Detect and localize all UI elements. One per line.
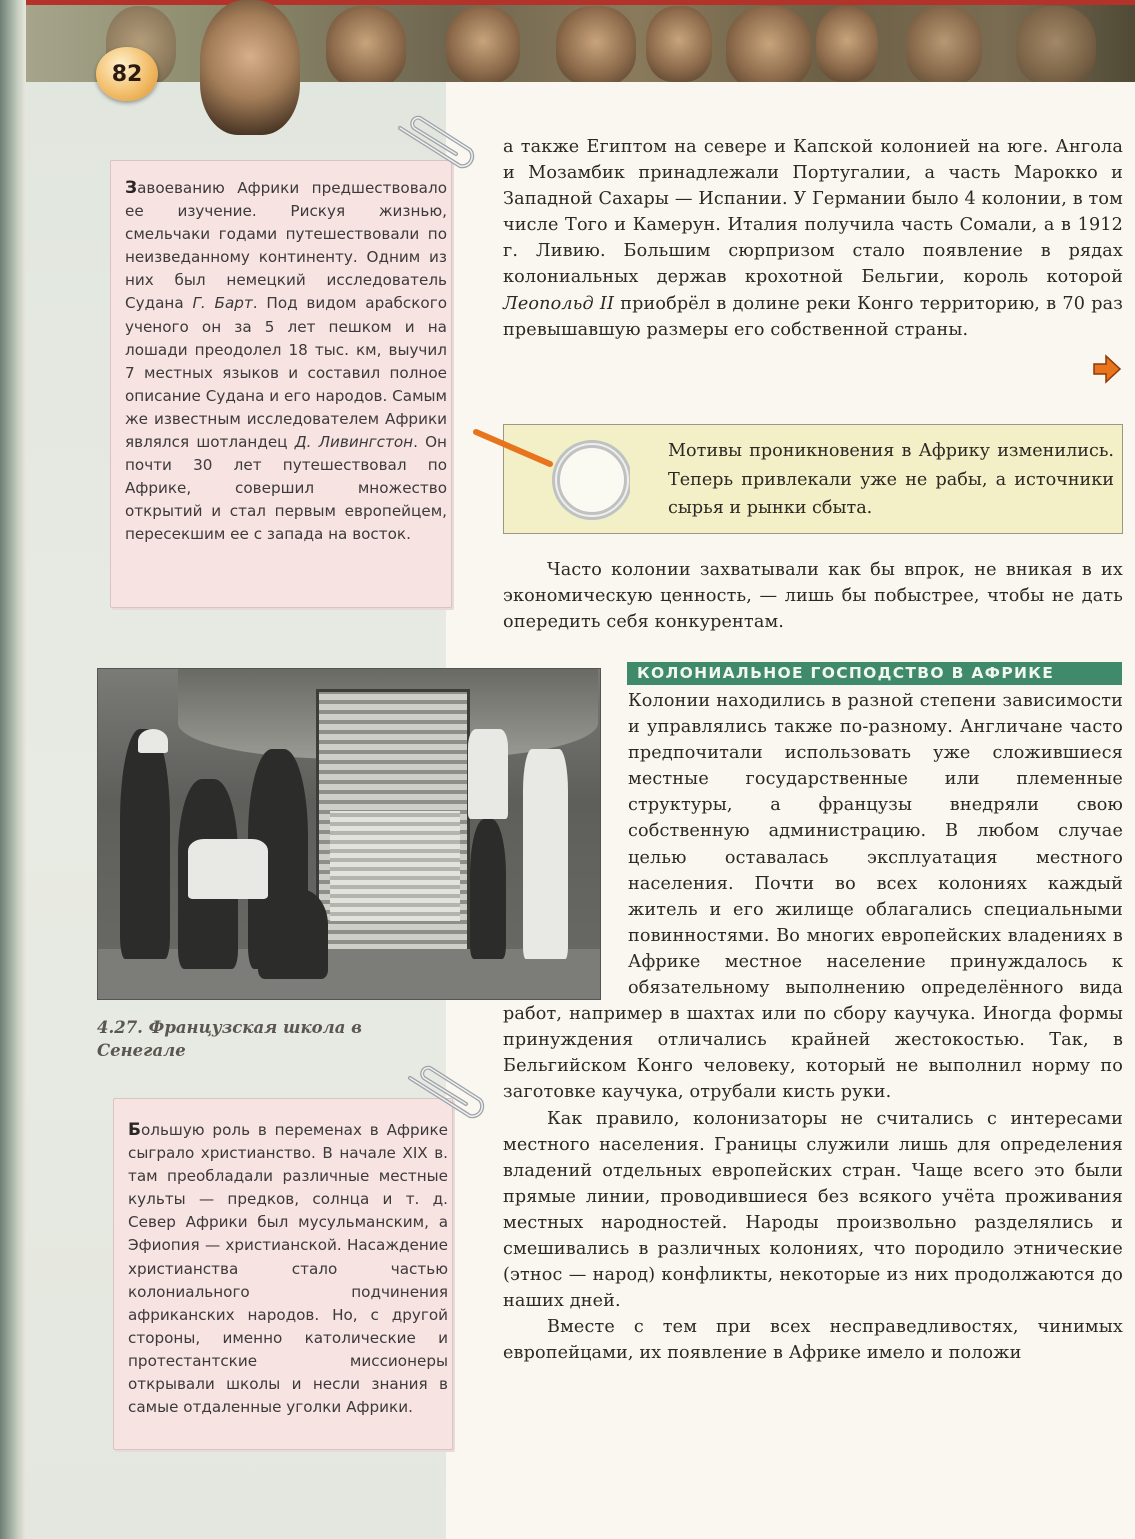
portrait-large-face [200,0,300,135]
portrait-face [726,6,812,82]
magnifier-icon [470,424,630,524]
paperclip-icon [390,108,482,188]
text-segment: . Под видом арабского ученого он за 5 лет пешком и на лошади преодолел 18 тыс. км, выучил 7 местных языков и составил полное описание Судана и его народов. Самым же известным исследователем Африки являлся шотландец [125,294,447,452]
photo-cloth [188,839,268,899]
sidebar-box-christianity-text [128,1119,448,1419]
portrait-face [646,6,712,82]
portrait-face [446,6,520,82]
main-section-paragraph-1: Колонии находились в разной степени зависимости и управлялись также по-разному. Англичане часто предпочитали использовать уже сложившиеся местные государственные или племенные структуры, а французы внедряли свою собственную администрацию. В любом случае целью оставалась эксплуатация местного населения. Почти во всех колониях каждый житель и его жилище облагались специальными повинностями. Во многих европейских владениях в Африке местное население принуждалось к обязательному выполнению определённого вида работ, например в шахтах или по сбору каучука. Иногда формы принуждения отличались крайней жестокостью. Так, в Бельгийском Конго человеку, который не выполнил норму по заготовке каучука, отрубали кисть руки. [503,691,1123,1103]
photo-plank [330,811,460,921]
text-segment: авоеванию Африки предшествовало ее изучение. Рискуя жизнью, смельчаки годами путешествовали по неизведанному континенту. Одним из них был немецкий исследователь Судана [125,179,447,313]
main-text-top [503,134,1123,343]
name-bart: Г. Барт [192,294,253,313]
text-wrap-spacer [503,688,628,1000]
callout-text: Мотивы проникновения в Африку изменились. Теперь привлекали уже не рабы, а источники сырья и рынки сбыта. [668,441,1114,519]
figure-caption: 4.27. Французская школа в Сенегале [97,1018,362,1060]
portrait-banner [26,0,1135,82]
portrait-face [816,6,878,82]
drop-letter: Б [128,1120,141,1140]
drop-letter: З [125,178,138,198]
page-number: 82 [96,47,158,101]
photo-person [120,729,170,959]
main-text-paragraph-2 [503,557,1123,635]
sidebar-box-explorers [110,160,452,608]
name-leopold: Леопольд II [503,293,615,314]
book-spine [0,0,26,1539]
text-segment: ольшую роль в переменах в Африке сыграло христианство. В начале XIX в. там преобладали различные местные культы — предков, солнца и т. д. Север Африки был мусульманским, а Эфиопия — христианской. Насаждение христианства стало частью колониального подчинения африканских народов. Но, с другой стороны, именно католические и протестантские миссионеры открывали школы и несли знания в самые отдаленные уголки Африки. [128,1121,448,1417]
paperclip-icon [400,1058,492,1138]
section-heading: КОЛОНИАЛЬНОЕ ГОСПОДСТВО В АФРИКЕ [627,662,1122,685]
main-section-paragraph-3: Вместе с тем при всех несправедливостях, чинимых европейцами, их появление в Африке имело и положи [503,1317,1123,1364]
main-section-text [503,688,1123,1366]
text-segment: приобрёл в долине реки Конго территорию, в 70 раз превышавшую размеры его собственной страны. [503,293,1124,340]
sidebar-box-christianity [113,1098,453,1450]
photo-helmet [138,729,168,753]
arrow-icon [1090,352,1124,386]
banner-red-strip [26,0,1135,5]
name-livingstone: Д. Ливингстон [294,433,414,452]
main-text-top-paragraph [503,134,1123,343]
photo-white-shirt [468,729,508,819]
sidebar-box-explorers-text [125,177,447,547]
portrait-face [556,6,636,82]
main-paragraph-2: Часто колонии захватывали как бы впрок, не вникая в их экономическую ценность, — лишь бы побыстрее, чтобы не дать опередить себя конкурентам. [503,560,1123,633]
text-segment: . Он почти 30 лет путешествовал по Африке, совершил множество открытий и стал первым европейцем, пересекшим ее с запада на восток. [125,433,447,544]
text-segment: а также Египтом на севере и Капской колонией на юге. Ангола и Мозамбик принадлежали Португалии, а часть Марокко и Западной Сахары — Испании. У Германии было 4 колонии, в том числе Того и Камерун. Италия получила часть Сомали, а в 1912 г. Ливию. Большим сюрпризом стало появление в рядах колониальных держав крохотной Бельгии, король которой [503,137,1123,288]
photo-person [258,889,328,979]
portrait-face [906,6,982,82]
main-section-paragraph-2: Как правило, колонизаторы не считались с интересами местного населения. Границы служили лишь для определения владений отдельных европейских стран. Чаще всего это были прямые линии, проводившиеся без всякого учёта проживания местных народностей. Народы произвольно разделялись и смешивались в различных колониях, что породило этнические (этнос — народ) конфликты, некоторые из них продолжаются до наших дней. [503,1108,1123,1312]
portrait-face [326,6,406,82]
portrait-face [1016,6,1096,82]
photo-person [470,819,506,959]
